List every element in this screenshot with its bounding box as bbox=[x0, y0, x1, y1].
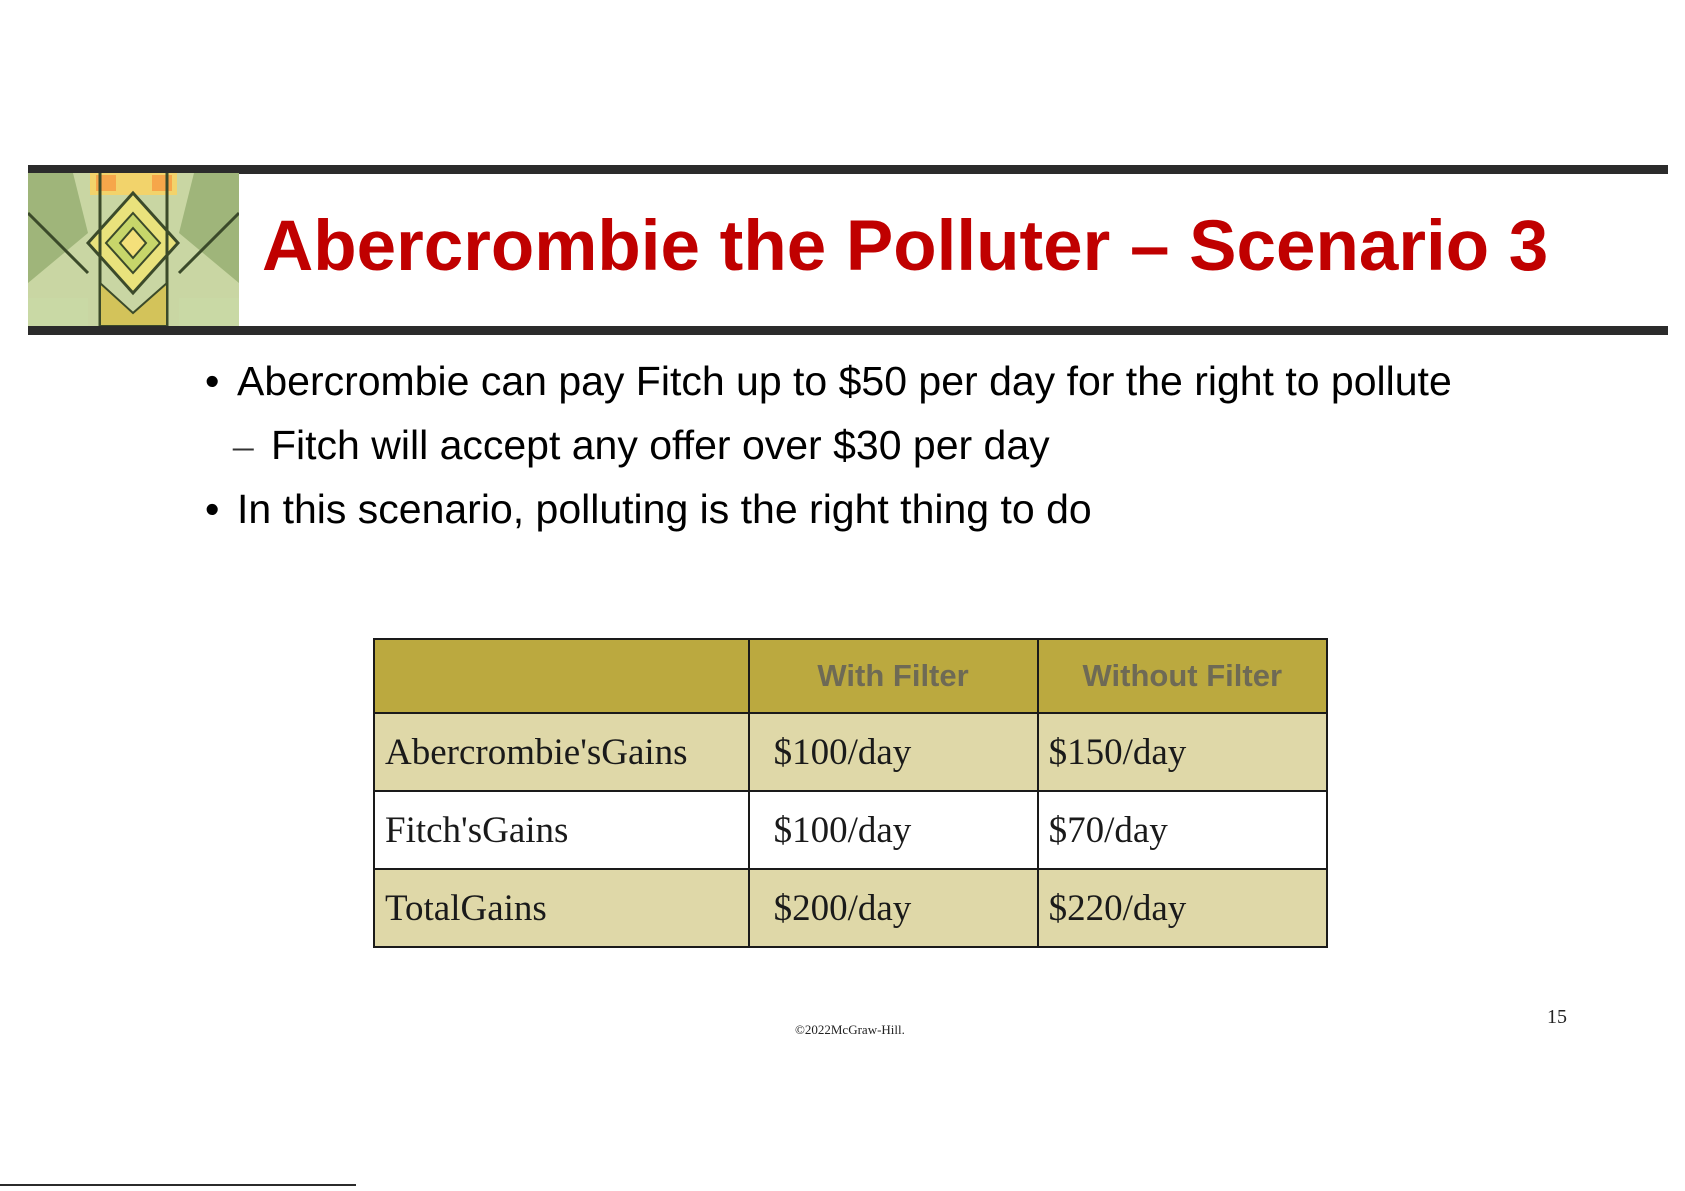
bullet-item bbox=[205, 355, 1452, 407]
bullet-marker: • bbox=[205, 486, 220, 532]
header-rule-bottom bbox=[28, 326, 1668, 335]
table-header-cell bbox=[374, 639, 749, 713]
without-filter-value: $150/day bbox=[1038, 713, 1327, 791]
table-row bbox=[374, 869, 1327, 947]
bullet-text: Fitch will accept any offer over $30 per day bbox=[271, 422, 1050, 468]
table-header-row bbox=[374, 639, 1327, 713]
copyright-notice: ©2022McGraw-Hill. bbox=[795, 1022, 905, 1037]
page-number: 15 bbox=[1547, 1006, 1567, 1028]
row-label: Fitch'sGains bbox=[374, 791, 749, 869]
with-filter-value: $100/day bbox=[749, 713, 1038, 791]
stained-glass-logo-icon bbox=[28, 173, 239, 326]
bullet-item bbox=[205, 483, 1092, 535]
row-label: Abercrombie'sGains bbox=[374, 713, 749, 791]
footer-rule bbox=[0, 1184, 356, 1186]
sub-bullet-marker: – bbox=[233, 422, 254, 468]
with-filter-value: $100/day bbox=[749, 791, 1038, 869]
without-filter-value: $70/day bbox=[1038, 791, 1327, 869]
table-header-cell: Without Filter bbox=[1038, 639, 1327, 713]
row-label: TotalGains bbox=[374, 869, 749, 947]
table-row bbox=[374, 791, 1327, 869]
gains-table bbox=[373, 638, 1328, 948]
bullet-marker: • bbox=[205, 358, 220, 404]
without-filter-value: $220/day bbox=[1038, 869, 1327, 947]
table-header-cell: With Filter bbox=[749, 639, 1038, 713]
bullet-text: In this scenario, polluting is the right thing to do bbox=[237, 486, 1092, 532]
slide-title: Abercrombie the Polluter – Scenario 3 bbox=[262, 207, 1549, 286]
table-row bbox=[374, 713, 1327, 791]
sub-bullet-item bbox=[233, 419, 1050, 471]
header-rule-top bbox=[28, 165, 1668, 174]
with-filter-value: $200/day bbox=[749, 869, 1038, 947]
bullet-text: Abercrombie can pay Fitch up to $50 per day for the right to pollute bbox=[237, 358, 1452, 404]
